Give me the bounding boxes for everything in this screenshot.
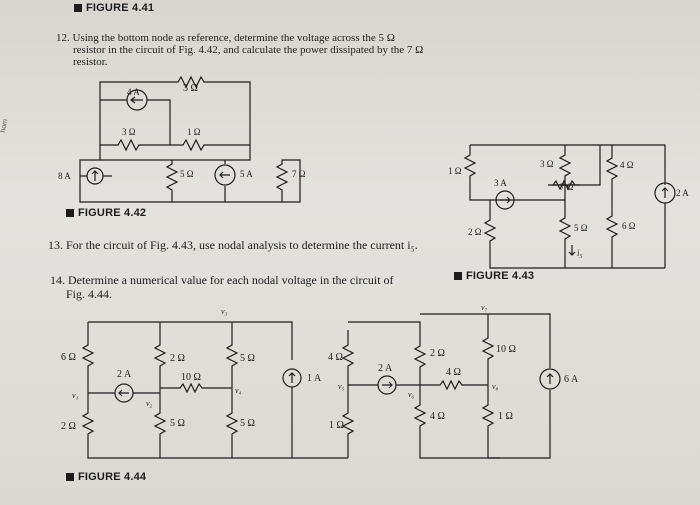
label-r-top-3ohm: 3 Ω bbox=[183, 83, 198, 94]
label-v4: v₄ bbox=[235, 386, 242, 395]
resistor-10ohm-44 bbox=[160, 384, 232, 392]
label-r-6ohm-44: 6 Ω bbox=[61, 352, 76, 363]
problem-12-line2: resistor in the circuit of Fig. 4.42, and calculate the power dissipated by the 7 Ω bbox=[73, 44, 424, 56]
resistor-2ohm-5ohm-col bbox=[155, 322, 165, 458]
figure-4-43-caption-text: FIGURE 4.43 bbox=[466, 270, 535, 282]
resistor-2ohm-left-44 bbox=[83, 385, 348, 458]
label-i5: i₅ bbox=[577, 248, 583, 258]
label-v1: v₁ bbox=[72, 391, 79, 400]
label-r-10ohm-b-44: 10 Ω bbox=[496, 344, 516, 355]
label-r-7ohm-43: 7 Ω bbox=[560, 182, 574, 192]
label-r-1ohm-43: 1 Ω bbox=[448, 166, 462, 176]
label-v2: v₂ bbox=[146, 399, 153, 408]
label-8a: 8 A bbox=[58, 171, 71, 181]
problem-14-number: 14. bbox=[50, 273, 65, 287]
label-v7: v₇ bbox=[481, 303, 488, 312]
label-r-2ohm-c-44: 2 Ω bbox=[430, 348, 445, 359]
label-r-1ohm: 1 Ω bbox=[187, 127, 201, 137]
label-r-5ohm-43: 5 Ω bbox=[574, 223, 588, 233]
wire-top-rail-44 bbox=[88, 322, 292, 360]
label-r-2ohm-a-44: 2 Ω bbox=[61, 421, 76, 432]
label-r-3ohm: 3 Ω bbox=[122, 127, 136, 137]
label-r-5ohm-c-44: 5 Ω bbox=[240, 418, 255, 429]
problem-13-number: 13. bbox=[48, 238, 63, 252]
label-2a-44: 2 A bbox=[117, 369, 132, 380]
resistor-6ohm-44 bbox=[83, 322, 93, 385]
problem-12-number: 12. bbox=[56, 32, 70, 44]
label-2a-b-44: 2 A bbox=[378, 363, 393, 374]
label-r-1ohm-b-44: 1 Ω bbox=[498, 411, 513, 422]
label-1a: 1 A bbox=[307, 373, 322, 384]
label-r-10ohm-44: 10 Ω bbox=[181, 372, 201, 383]
arrow-up-icon bbox=[289, 373, 295, 383]
label-5a: 5 A bbox=[240, 169, 253, 179]
problem-12-line1: Using the bottom node as reference, determine the voltage across the 5 Ω bbox=[72, 32, 395, 44]
resistor-2ohm-4ohm-col bbox=[415, 340, 500, 458]
label-r-7ohm: 7 Ω bbox=[292, 169, 306, 179]
label-r-5ohm-a-44: 5 Ω bbox=[170, 418, 185, 429]
label-r-4ohm-b-44: 4 Ω bbox=[446, 367, 461, 378]
label-r-6ohm-43: 6 Ω bbox=[622, 221, 636, 231]
resistor-4ohm-horizontal bbox=[420, 381, 488, 389]
label-r-2ohm-43: 2 Ω bbox=[468, 227, 482, 237]
problem-12-line3: resistor. bbox=[73, 56, 108, 68]
arrow-up-icon bbox=[547, 374, 553, 384]
label-r-4ohm-a-44: 4 Ω bbox=[328, 352, 343, 363]
label-v8: v₈ bbox=[492, 382, 499, 391]
figure-4-42-caption-text: FIGURE 4.42 bbox=[78, 207, 147, 219]
label-r-5ohm-b-44: 5 Ω bbox=[240, 353, 255, 364]
figure-4-44-caption-text: FIGURE 4.44 bbox=[78, 471, 147, 483]
label-4a: 4 A bbox=[127, 87, 140, 97]
label-3a: 3 A bbox=[494, 178, 507, 188]
label-6a: 6 A bbox=[564, 374, 579, 385]
label-v5: v₅ bbox=[338, 382, 345, 391]
arrow-left-icon bbox=[119, 390, 129, 396]
label-r-3ohm-43: 3 Ω bbox=[540, 159, 554, 169]
label-r-1ohm-a-44: 1 Ω bbox=[329, 420, 344, 431]
problem-14-line1: Determine a numerical value for each nodal voltage in the circuit of bbox=[68, 273, 394, 287]
label-r-5ohm: 5 Ω bbox=[180, 169, 194, 179]
wire-top-mid-44 bbox=[348, 322, 420, 340]
resistor-4ohm-1ohm-col bbox=[343, 330, 353, 458]
label-v3: v₃ bbox=[221, 307, 228, 316]
problem-13-text: For the circuit of Fig. 4.43, use nodal analysis to determine the current i₅. bbox=[66, 238, 418, 252]
label-r-2ohm-b-44: 2 Ω bbox=[170, 353, 185, 364]
problem-14-line2: Fig. 4.44. bbox=[66, 287, 113, 301]
label-r-4ohm-c-44: 4 Ω bbox=[430, 411, 445, 422]
wire-bottom-right-44 bbox=[488, 390, 550, 458]
label-r-4ohm-43: 4 Ω bbox=[620, 160, 634, 170]
label-2a-43: 2 A bbox=[676, 188, 689, 198]
label-v6: v₆ bbox=[408, 390, 415, 399]
figure-4-41-text: FIGURE 4.41 bbox=[86, 2, 155, 14]
margin-note: hom bbox=[0, 118, 10, 134]
arrow-right-icon bbox=[382, 382, 392, 388]
